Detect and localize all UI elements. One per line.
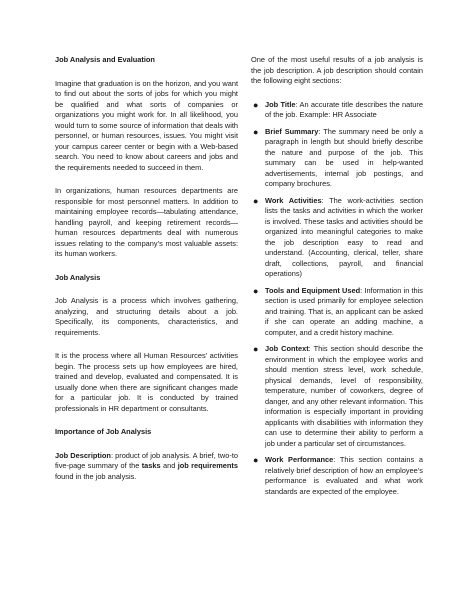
term-job-requirements: job requirements [177, 461, 238, 470]
paragraph-hr-departments: In organizations, human resources departments are responsible for most personnel matters. In addition to maintaining employee records—tabulating attendance, handling payroll, and keeping retirement records— human resources departments deal with numerous issues relating to the company’s most valuable assets: its human workers. [55, 186, 238, 258]
bullet-icon: ● [253, 285, 259, 296]
job-description-sections-list [251, 100, 423, 498]
term-job-description: Job Description [55, 450, 111, 460]
paragraph-job-analysis-definition: Job Analysis is a process which involves gathering, analyzing, and structuring details about a job. Specifically, its components, characteristics, and requirements. [55, 296, 238, 337]
bullet-icon: ● [253, 126, 259, 137]
list-item: ● Work Performance: This section contains a relatively brief description of how an employee’s performance is evaluated and what work standards are expected of the employee. [253, 455, 423, 496]
paragraph-job-description-intro: One of the most useful results of a job analysis is the job description. A job description should contain the following eight sections: [251, 55, 423, 85]
paragraph-job-description: Job Description: product of job analysis. A brief, two-to five-page summary of the tasks and job requirements found in the job analysis. [55, 450, 238, 481]
left-column [55, 55, 238, 495]
paragraph-graduation: Imagine that graduation is on the horizon, and you want to find out about the sorts of jobs for which you might be qualified and what sorts of companies or organizations you might work for. In all likelihood, you would turn to some source of information that deals with personnel, or human resources, issues. You might visit your campus career center or begin with a Web-based search. You need to know about careers and jobs and the requirements needed to succeed in them. [55, 78, 238, 172]
bullet-icon: ● [253, 344, 259, 354]
list-item: ● Job Context: This section should describe the environment in which the employee works and should mention stress level, work schedule, physical demands, level of responsibility, temperature, number of coworkers, degree of danger, and any other relevant information. This information is especially important in providing applicants with disabilities with information they can use to determine their ability to perform a job under a particular set of circumstances. [253, 344, 424, 448]
term-tasks: tasks [141, 461, 161, 470]
list-item: ● Work Activities: The work-activities section lists the tasks and activities in which the worker is involved. These tasks and activities should be organized into meaningful categories to make the job description easy to read and understand. (Accounting, clerical, teller, share draft, collections, payroll, and financial operations) [253, 195, 423, 278]
heading-job-analysis-evaluation: Job Analysis and Evaluation [55, 55, 155, 64]
list-item: ● Tools and Equipment Used: Information in this section is used primarily for employee selection and training. That is, an applicant can be asked if she can operate an adding machine, a computer, and a credit history machine. [253, 285, 423, 337]
heading-importance-job-analysis: Importance of Job Analysis [55, 427, 152, 436]
bullet-icon: ● [253, 195, 259, 206]
right-column [251, 55, 423, 503]
bullet-icon: ● [253, 99, 259, 110]
paragraph-hr-process: It is the process where all Human Resources’ activities begin. The process sets up how employees are hired, trained and develop, evaluated and compensated. It is usually done when there are significant changes made for a particular job. It is conducted by trained professionals in HR department or consultants. [55, 351, 238, 413]
list-item: ● Brief Summary: The summary need be only a paragraph in length but should briefly describe the nature and purpose of the job. This summary can be used in help-wanted advertisements, internal job postings, and company brochures. [253, 126, 423, 188]
list-item: ● Job Title: An accurate title describes the nature of the job. Example: HR Associate [253, 99, 423, 119]
bullet-icon: ● [253, 455, 259, 465]
heading-job-analysis: Job Analysis [55, 272, 101, 282]
